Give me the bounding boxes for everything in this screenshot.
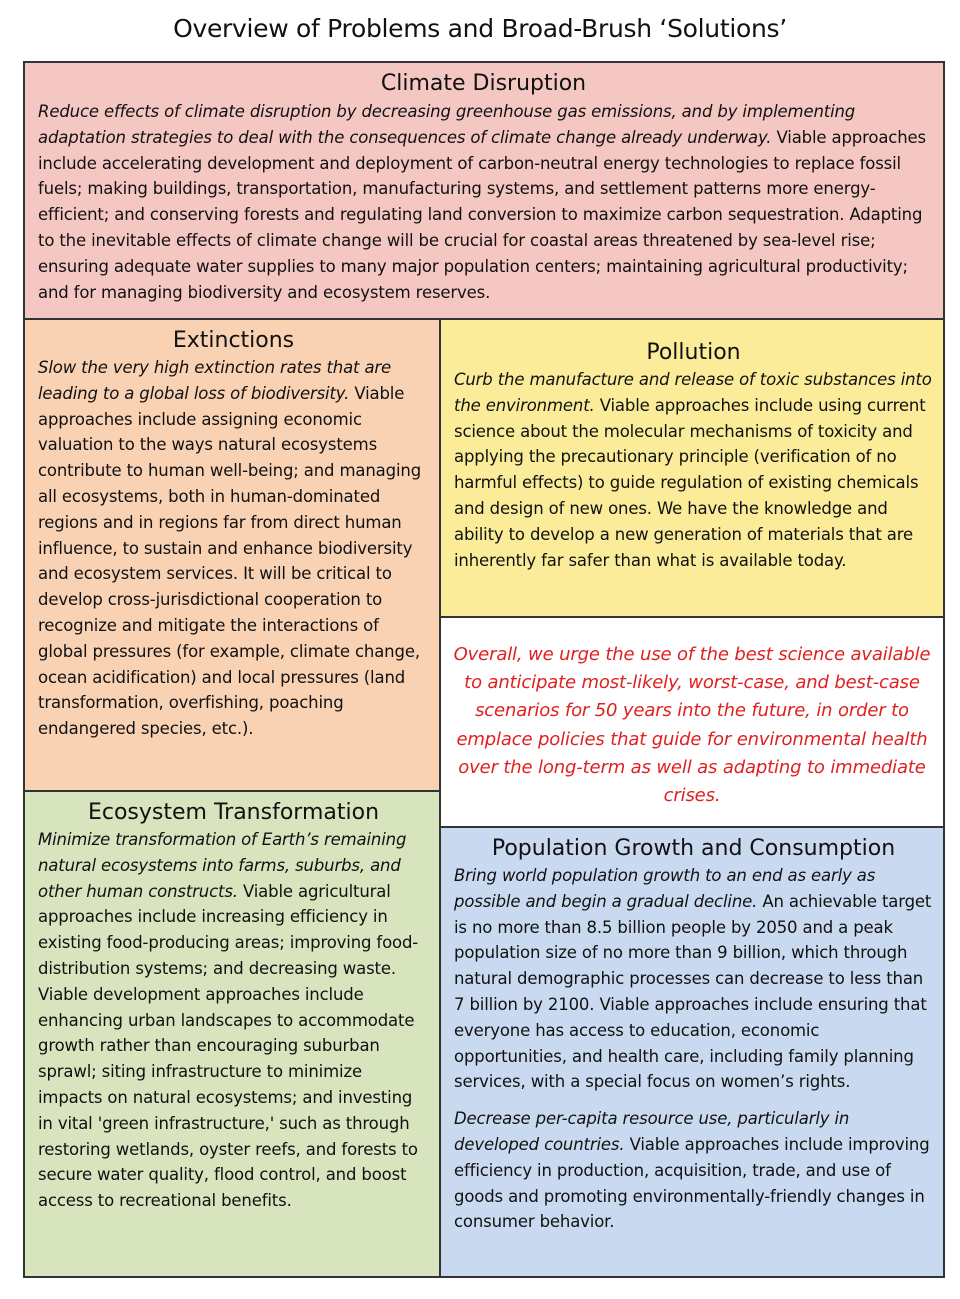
extinctions-heading: Extinctions xyxy=(172,328,295,353)
population-growth-panel xyxy=(439,826,945,1278)
ecosystem-lead: Minimize transformation of Earth’s remaining natural ecosystems into farms, suburbs, and other human constructs. xyxy=(38,830,407,901)
page-title: Overview of Problems and Broad-Brush ‘Solutions’ xyxy=(173,14,787,43)
ecosystem-text xyxy=(38,827,429,1214)
population-body-2: Viable approaches include improving efficiency in production, acquisition, trade, and use of goods and promoting environmentally-friendly changes in consumer behavior. xyxy=(454,1134,930,1232)
ecosystem-body: Viable agricultural approaches include increasing efficiency in existing food-producing areas; improving food-distribution systems; and decreasing waste. Viable development approaches include enhancing urban landscapes to accommodate growth rather than encouraging suburban sprawl; siting infrastructure to minimize impacts on natural ecosystems; and investing in vital 'green infrastructure,' such as through restoring wetlands, oyster reefs, and forests to secure water quality, flood control, and boost access to recreational benefits. xyxy=(38,881,419,1211)
pollution-lead: Curb the manufacture and release of toxic substances into the environment. xyxy=(454,370,932,415)
climate-heading: Climate Disruption xyxy=(380,71,587,96)
climate-disruption-panel xyxy=(23,61,945,320)
extinctions-panel xyxy=(23,318,441,792)
pollution-text xyxy=(454,367,933,573)
extinctions-text xyxy=(38,355,429,742)
climate-body: Viable approaches include accelerating development and deployment of carbon-neutral energy technologies to replace fossil fuels; making buildings, transportation, manufacturing systems, and settlement patterns more energy-efficient; and conserving forests and regulating land conversion to maximize carbon sequestration. Adapting to the inevitable effects of climate change will be crucial for coastal areas threatened by sea-level rise; ensuring adequate water supplies to many major population centers; maintaining agricultural productivity; and for managing biodiversity and ecosystem reserves. xyxy=(38,127,926,302)
population-text-1 xyxy=(454,863,933,1095)
climate-text xyxy=(38,99,929,305)
population-lead-2: Decrease per-capita resource use, particularly in developed countries. xyxy=(454,1109,850,1154)
ecosystem-transformation-panel xyxy=(23,790,441,1278)
extinctions-body: Viable approaches include assigning economic valuation to the ways natural ecosystems contribute to human well-being; and managing all ecosystems, both in human-dominated regions and in regions far from direct human influence, to sustain and enhance biodiversity and ecosystem services. It will be critical to develop cross-jurisdictional cooperation to recognize and mitigate the interactions of global pressures (for example, climate change, ocean acidification) and local pressures (land transformation, overfishing, poaching endangered species, etc.). xyxy=(38,383,422,739)
population-heading: Population Growth and Consumption xyxy=(491,836,896,861)
population-lead-1: Bring world population growth to an end as early as possible and begin a gradual decline. xyxy=(454,866,876,911)
overall-statement-panel xyxy=(439,616,945,828)
extinctions-lead: Slow the very high extinction rates that are leading to a global loss of biodiversity. xyxy=(38,358,392,403)
ecosystem-heading: Ecosystem Transformation xyxy=(87,800,380,825)
pollution-panel xyxy=(439,318,945,618)
overall-statement: Overall, we urge the use of the best science available to anticipate most-likely, worst-case, and best-case scenarios for 50 years into the future, in order to emplace policies that guide for environmental health over the long-term as well as adapting to immediate crises. xyxy=(453,644,931,807)
population-body-1: An achievable target is no more than 8.5 billion people by 2050 and a peak population size of no more than 9 billion, which through natural demographic processes can decrease to less than 7 billion by 2100. Viable approaches include ensuring that everyone has access to education, economic opportunities, and health care, including family planning services, with a special focus on women’s rights. xyxy=(454,891,932,1092)
climate-lead: Reduce effects of climate disruption by decreasing greenhouse gas emissions, and by implementing adaptation strategies to deal with the consequences of climate change already underway. xyxy=(38,102,856,147)
population-text-2 xyxy=(454,1106,933,1235)
pollution-body: Viable approaches include using current science about the molecular mechanisms of toxicity and applying the precautionary principle (verification of no harmful effects) to guide regulation of existing chemicals and design of new ones. We have the knowledge and ability to develop a new generation of materials that are inherently far safer than what is available today. xyxy=(454,395,926,570)
pollution-heading: Pollution xyxy=(646,340,741,365)
